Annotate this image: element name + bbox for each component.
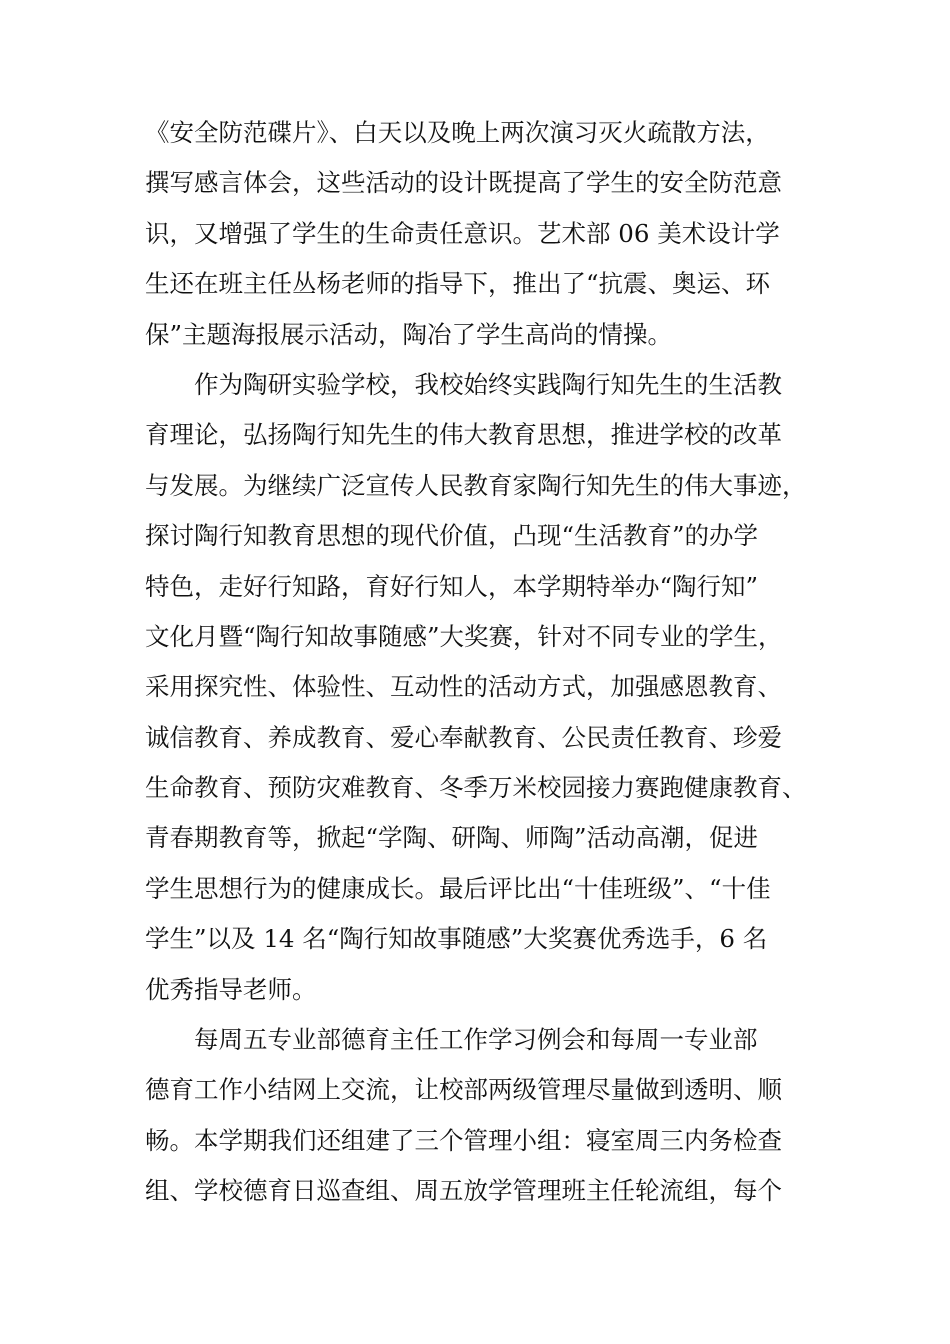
text-line: 采用探究性、体验性、互动性的活动方式，加强感恩教育、 (145, 672, 782, 702)
text-line: 优秀指导老师。 (145, 974, 317, 1004)
text-line: 青春期教育等，掀起“学陶、研陶、师陶”活动高潮，促进 (145, 823, 759, 853)
text-line: 生命教育、预防灾难教育、冬季万米校园接力赛跑健康教育、 (145, 773, 807, 803)
text-line: 探讨陶行知教育思想的现代价值，凸现“生活教育”的办学 (145, 521, 759, 551)
text-line: 每周五专业部德育主任工作学习例会和每周一专业部 (194, 1025, 758, 1055)
text-line: 生还在班主任丛杨老师的指导下，推出了“抗震、奥运、环 (145, 269, 771, 299)
text-line: 保”主题海报展示活动，陶冶了学生高尚的情操。 (145, 319, 673, 349)
paragraph-2 (145, 360, 845, 1015)
text-line: 学生”以及 14 名“陶行知故事随感”大奖赛优秀选手，6 名 (145, 924, 768, 954)
text-line: 畅。本学期我们还组建了三个管理小组：寝室周三内务检查 (145, 1125, 782, 1155)
text-line: 学生思想行为的健康成长。最后评比出“十佳班级”、“十佳 (145, 873, 771, 903)
text-line: 诚信教育、养成教育、爱心奉献教育、公民责任教育、珍爱 (145, 722, 782, 752)
text-line: 德育工作小结网上交流，让校部两级管理尽量做到透明、顺 (145, 1075, 782, 1105)
text-line: 组、学校德育日巡查组、周五放学管理班主任轮流组，每个 (145, 1176, 782, 1206)
paragraph-3 (145, 1015, 845, 1217)
text-line: 撰写感言体会，这些活动的设计既提高了学生的安全防范意 (145, 168, 782, 198)
text-line: 特色，走好行知路，育好行知人，本学期特举办“陶行知” (145, 571, 759, 601)
text-line: 与发展。为继续广泛宣传人民教育家陶行知先生的伟大事迹， (145, 470, 807, 500)
text-line: 文化月暨“陶行知故事随感”大奖赛，针对不同专业的学生， (145, 621, 783, 651)
paragraph-1 (145, 108, 845, 360)
text-line: 育理论，弘扬陶行知先生的伟大教育思想，推进学校的改革 (145, 420, 782, 450)
text-line: 识，又增强了学生的生命责任意识。艺术部 06 美术设计学 (145, 218, 780, 248)
text-line: 《安全防范碟片》、白天以及晚上两次演习灭火疏散方法， (145, 118, 770, 147)
body-text (145, 108, 845, 1217)
text-line: 作为陶研实验学校，我校始终实践陶行知先生的生活教 (194, 369, 782, 399)
